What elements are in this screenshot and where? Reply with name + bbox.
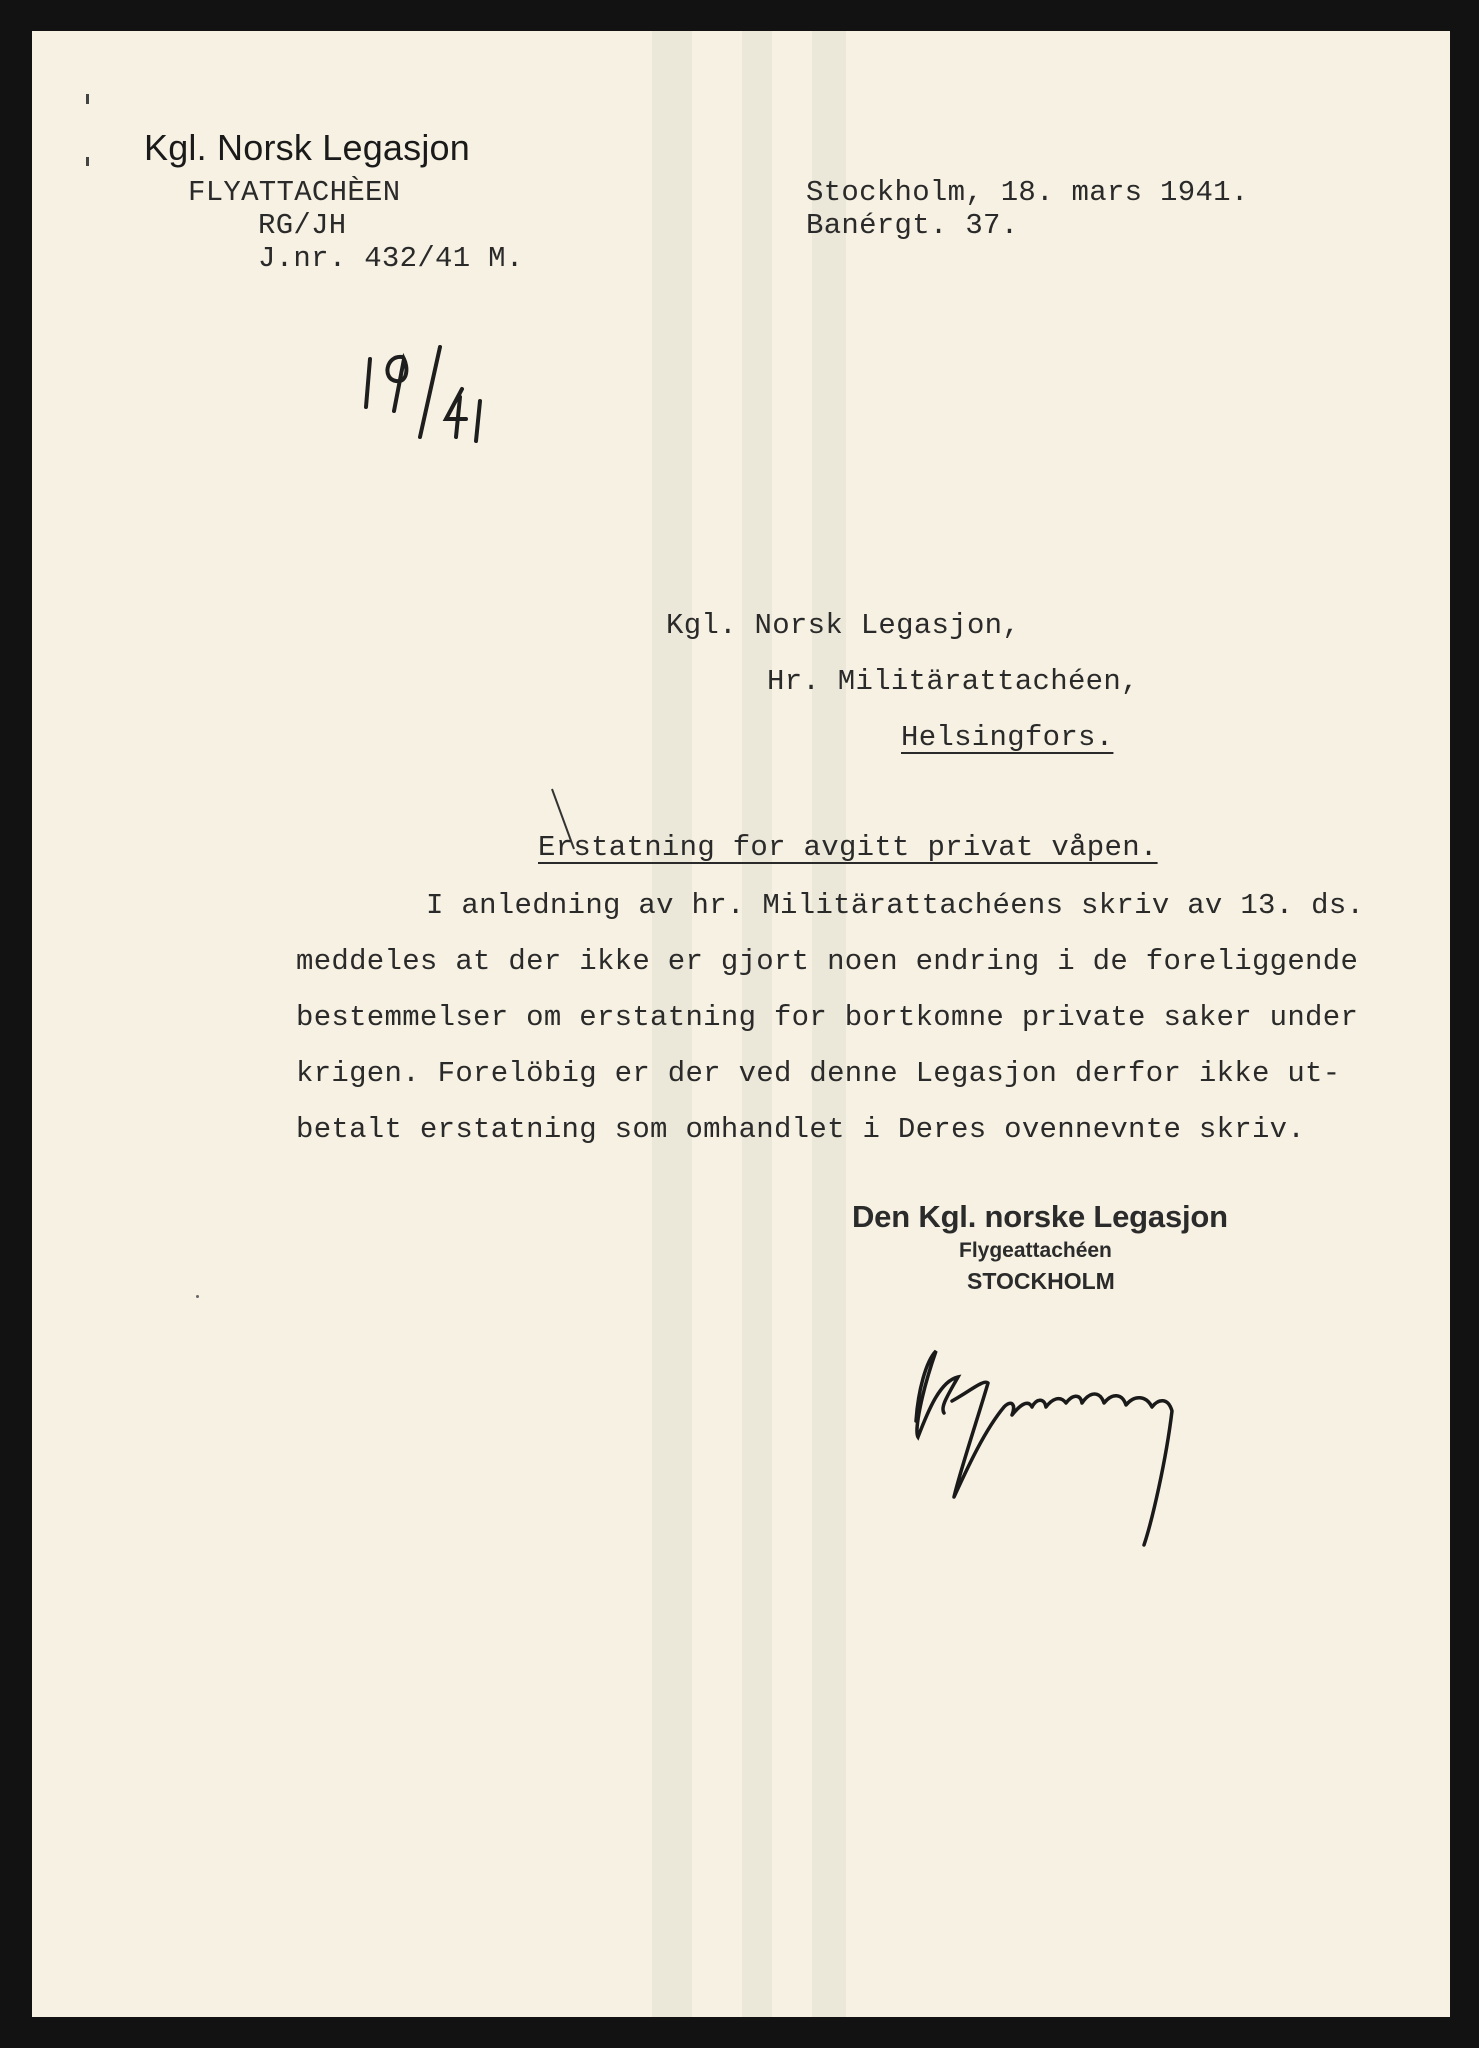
margin-mark	[86, 157, 89, 166]
letterhead-department: FLYATTACHÈEN	[188, 176, 401, 209]
body-line: meddeles at der ikke er gjort noen endring i de foreliggende	[296, 945, 1359, 978]
stamp-line-2: Flygeattachéen	[959, 1239, 1112, 1262]
subject-line: Erstatning for avgitt privat våpen.	[538, 831, 1158, 864]
date-line: Stockholm, 18. mars 1941.	[806, 176, 1249, 209]
stamp-line-3: STOCKHOLM	[967, 1268, 1115, 1294]
handwritten-note	[362, 337, 512, 452]
journal-number: J.nr. 432/41 M.	[258, 242, 524, 275]
stamp-line-1: Den Kgl. norske Legasjon	[852, 1199, 1228, 1234]
letterhead-org: Kgl. Norsk Legasjon	[144, 127, 470, 168]
body-line: bestemmelser om erstatning for bortkomne private saker under	[296, 1001, 1359, 1034]
recipient-line-2: Hr. Militärattachéen,	[767, 665, 1139, 698]
address-line: Banérgt. 37.	[806, 209, 1019, 242]
recipient-line-3: Helsingfors.	[901, 721, 1114, 754]
recipient-line-1: Kgl. Norsk Legasjon,	[666, 609, 1021, 642]
margin-mark	[86, 94, 89, 104]
body-line: krigen. Forelöbig er der ved denne Legasjon derfor ikke ut-	[296, 1057, 1341, 1090]
letter-page	[32, 31, 1450, 2017]
body-line: betalt erstatning som omhandlet i Deres ovennevnte skriv.	[296, 1113, 1306, 1146]
paper-speck	[196, 1295, 199, 1298]
body-line: I anledning av hr. Militärattachéens skriv av 13. ds.	[426, 889, 1365, 922]
signature	[900, 1321, 1230, 1561]
letterhead-initials: RG/JH	[258, 209, 347, 242]
